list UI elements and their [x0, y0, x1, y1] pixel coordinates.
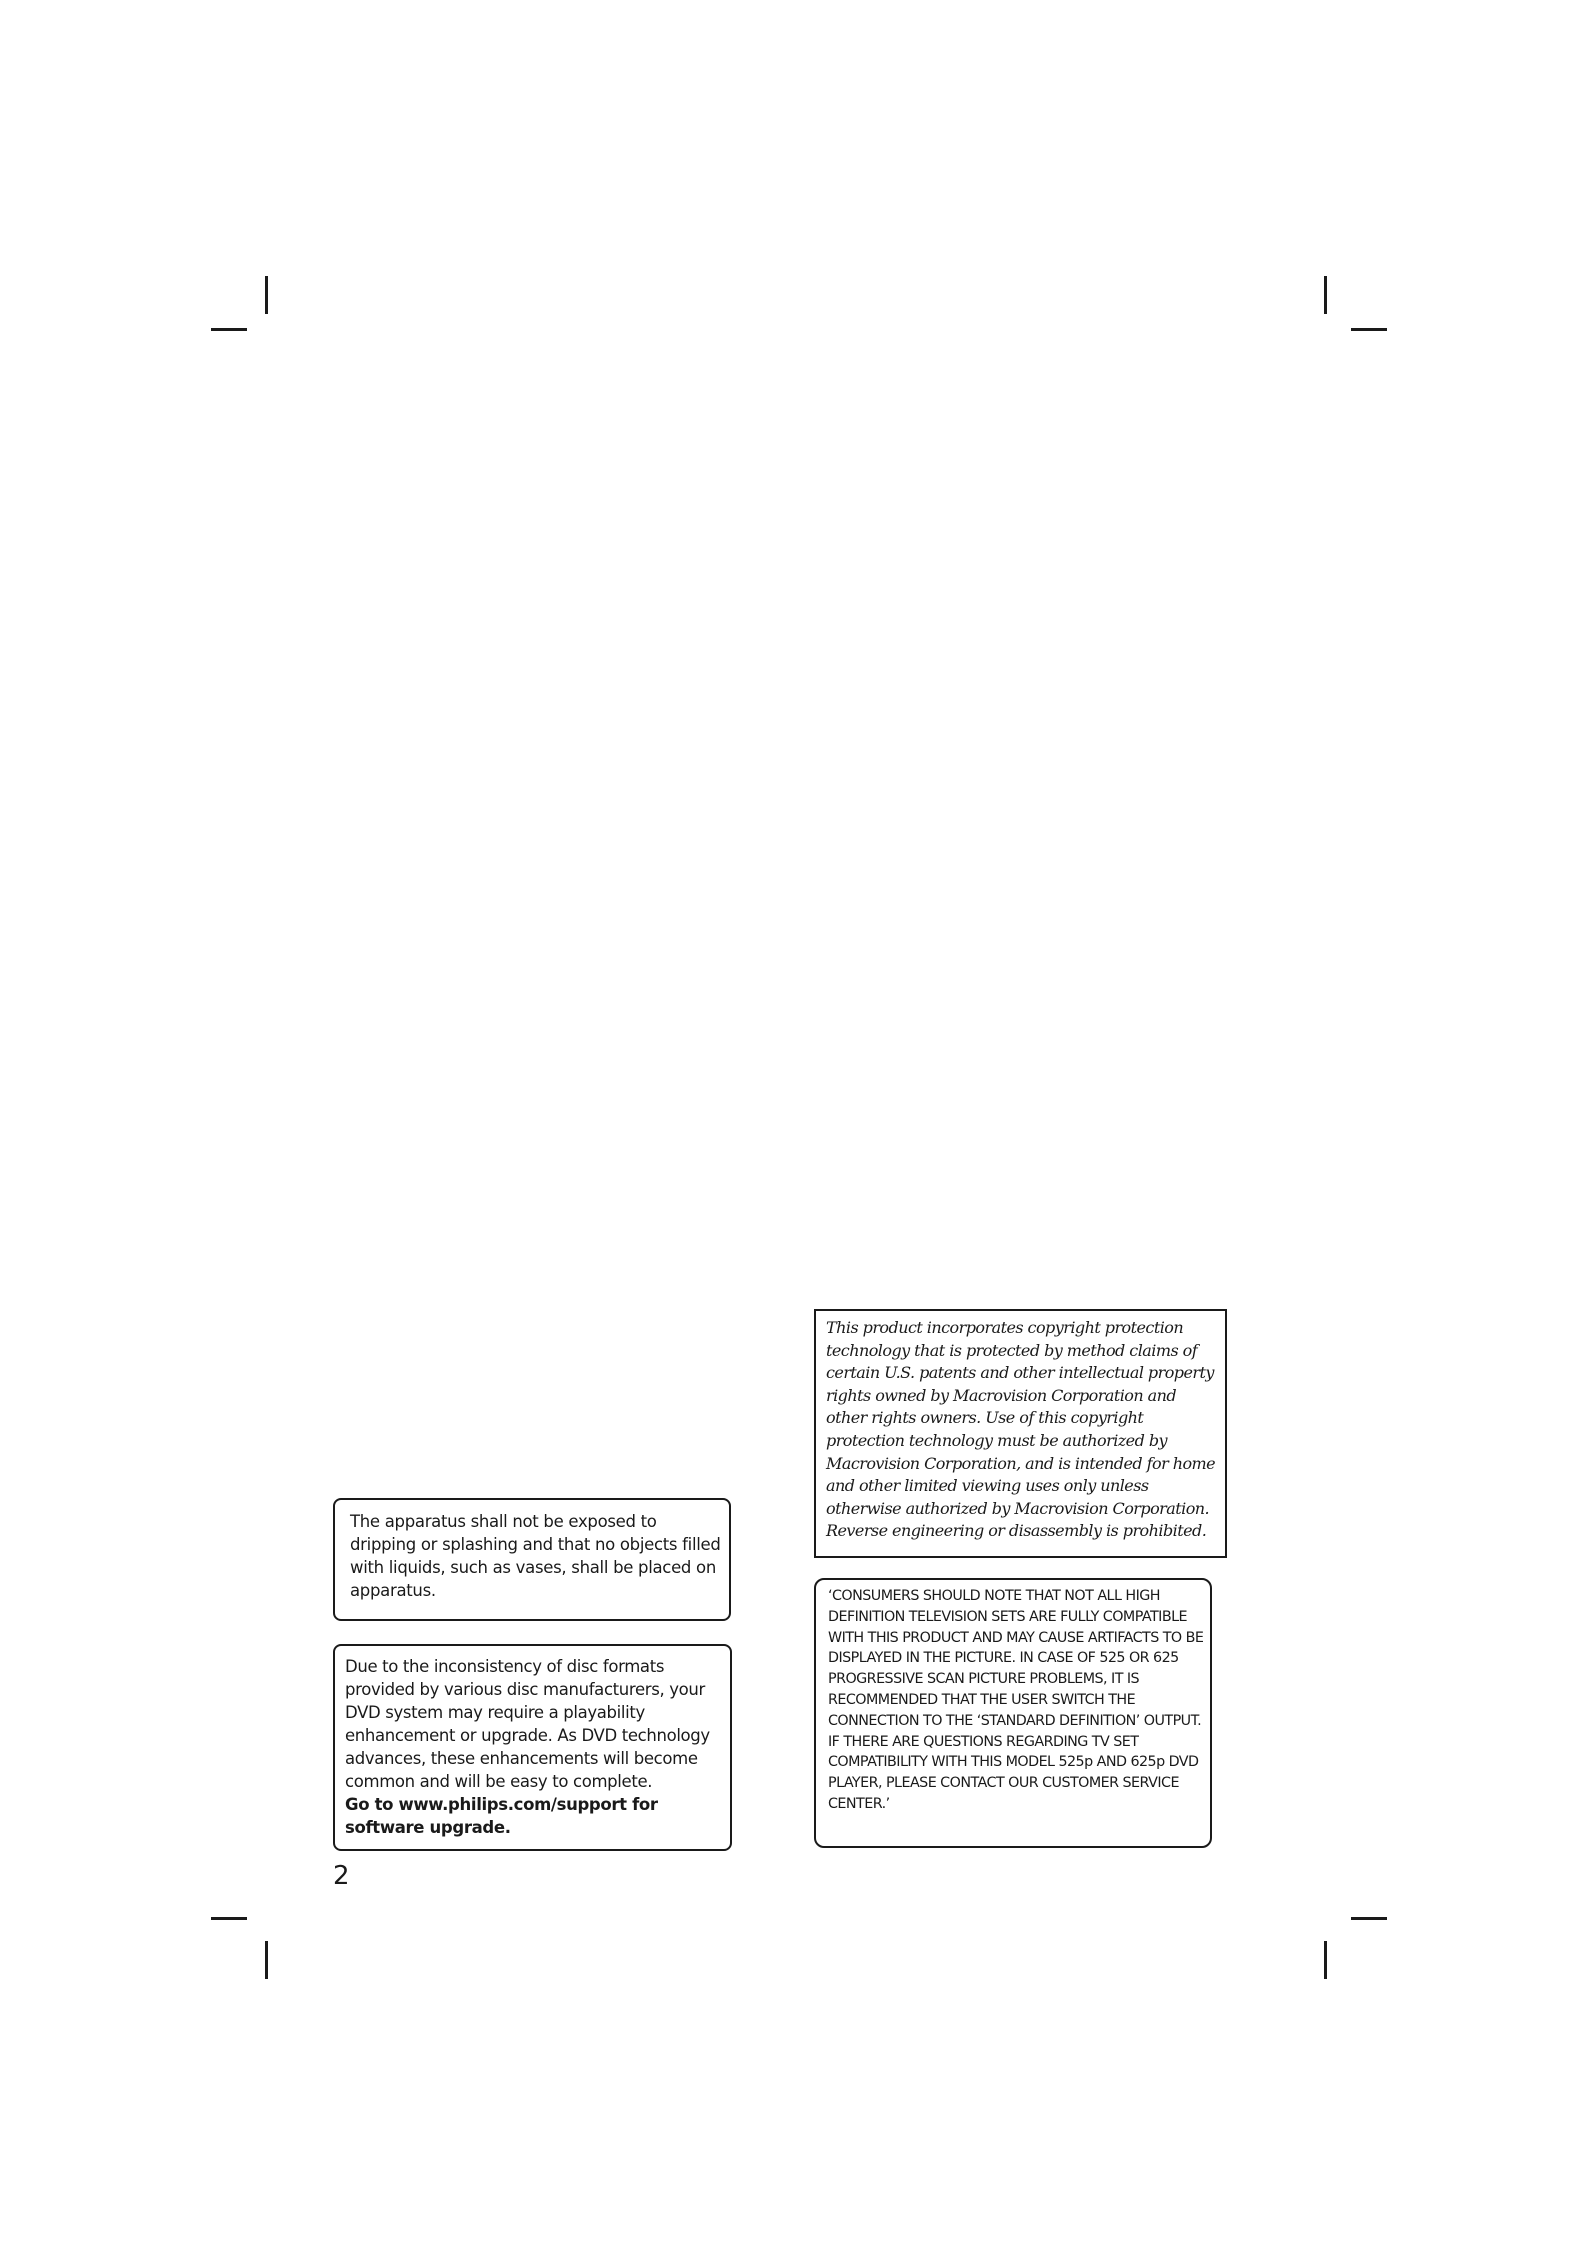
- software-upgrade-notice: [333, 1644, 732, 1851]
- crop-mark-bottom-right-horizontal: [1351, 1917, 1387, 1920]
- crop-mark-bottom-left-horizontal: [211, 1917, 247, 1920]
- crop-mark-top-right-horizontal: [1351, 328, 1387, 331]
- crop-mark-top-left-vertical: [265, 276, 268, 314]
- upgrade-notice-link-text: Go to www.philips.com/support for software upgrade.: [345, 1795, 658, 1837]
- consumer-hdtv-notice: [814, 1578, 1212, 1848]
- upgrade-notice-body: Due to the inconsistency of disc formats provided by various disc manufacturers, your DVD system may require a playability enhancement or upgrade. As DVD technology advances, these enhancements will become common and will be easy to complete.: [345, 1657, 710, 1791]
- dripping-warning-text: The apparatus shall not be exposed to dripping or splashing and that no objects filled with liquids, such as vases, shall be placed on apparatus.: [350, 1512, 721, 1600]
- crop-mark-bottom-left-vertical: [265, 1941, 268, 1979]
- crop-mark-bottom-right-vertical: [1324, 1941, 1327, 1979]
- page-number: 2: [333, 1861, 350, 1891]
- consumer-notice-text: ‘CONSUMERS SHOULD NOTE THAT NOT ALL HIGH DEFINITION TELEVISION SETS ARE FULLY COMPATIBLE WITH THIS PRODUCT AND MAY CAUSE ARTIFACTS TO BE DISPLAYED IN THE PICTURE. IN CASE OF 525 OR 625 PROGRESSIVE SCAN PICTURE PROBLEMS, IT IS RECOMMENDED THAT THE USER SWITCH THE CONNECTION TO THE ‘STANDARD DEFINITION’ OUTPUT. IF THERE ARE QUESTIONS REGARDING TV SET COMPATIBILITY WITH THIS MODEL 525p AND 625p DVD PLAYER, PLEASE CONTACT OUR CUSTOMER SERVICE CENTER.’: [828, 1588, 1204, 1812]
- dripping-warning-notice: [333, 1498, 731, 1621]
- copyright-protection-notice: [814, 1309, 1227, 1558]
- crop-mark-top-left-horizontal: [211, 328, 247, 331]
- copyright-notice-text: This product incorporates copyright protection technology that is protected by method claims of certain U.S. patents and other intellectual property rights owned by Macrovision Corporation and other rights owners. Use of this copyright protection technology must be authorized by Macrovision Corporation, and is intended for home and other limited viewing uses only unless otherwise authorized by Macrovision Corporation. Reverse engineering or disassembly is prohibited.: [826, 1318, 1216, 1541]
- crop-mark-top-right-vertical: [1324, 276, 1327, 314]
